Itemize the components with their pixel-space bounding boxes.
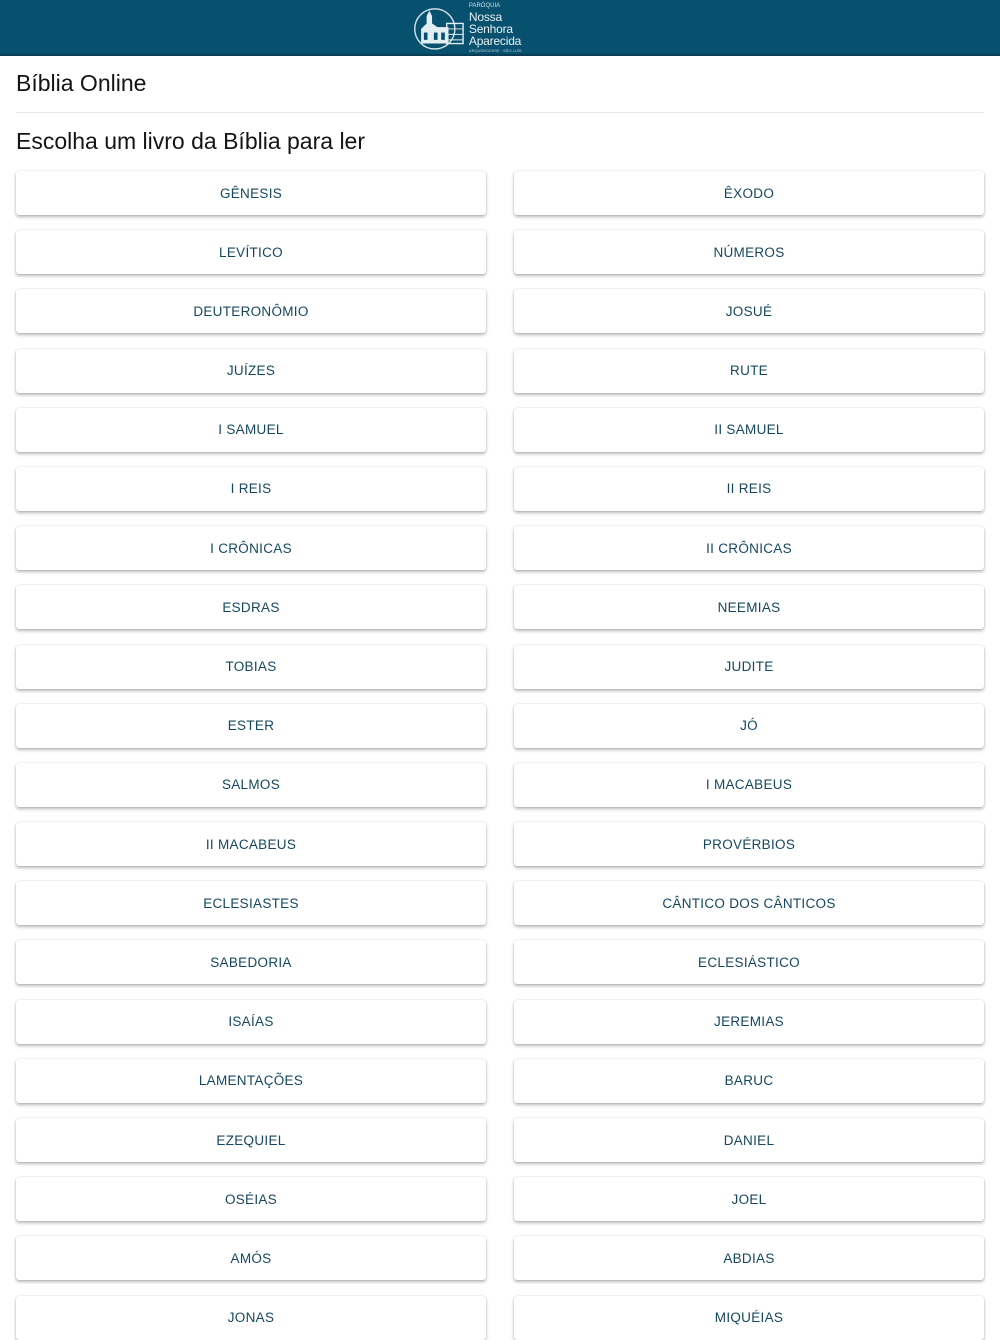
book-button[interactable]: ISAÍAS: [16, 1000, 486, 1044]
book-button[interactable]: CÂNTICO DOS CÂNTICOS: [514, 881, 984, 925]
book-button[interactable]: SALMOS: [16, 763, 486, 807]
book-button[interactable]: SABEDORIA: [16, 940, 486, 984]
book-button[interactable]: DANIEL: [514, 1118, 984, 1162]
book-button[interactable]: LAMENTAÇÕES: [16, 1059, 486, 1103]
book-button[interactable]: I CRÔNICAS: [16, 526, 486, 570]
page-subtitle: Escolha um livro da Bíblia para ler: [16, 128, 365, 154]
book-button[interactable]: EZEQUIEL: [16, 1118, 486, 1162]
church-icon: [412, 3, 465, 53]
book-button[interactable]: GÊNESIS: [16, 171, 486, 215]
book-button[interactable]: NÚMEROS: [514, 230, 984, 274]
top-app-bar: [0, 0, 1000, 56]
book-button[interactable]: I MACABEUS: [514, 763, 984, 807]
logo-line-1: Nossa Senhora: [468, 10, 513, 36]
divider: [16, 112, 984, 113]
book-button[interactable]: JONAS: [16, 1296, 486, 1340]
book-button[interactable]: JEREMIAS: [514, 1000, 984, 1044]
book-button[interactable]: JUDITE: [514, 645, 984, 689]
book-button[interactable]: ABDIAS: [514, 1236, 984, 1280]
book-button[interactable]: JOSUÉ: [514, 289, 984, 333]
book-button[interactable]: JOEL: [514, 1177, 984, 1221]
book-button[interactable]: JÓ: [514, 704, 984, 748]
logo-tiny-text: ARQUIDIOCESE · SÃO LUÍS: [468, 48, 522, 53]
book-button[interactable]: ESTER: [16, 704, 486, 748]
logo-line-2: Aparecida: [468, 34, 522, 48]
book-button[interactable]: MIQUÉIAS: [514, 1296, 984, 1340]
book-button[interactable]: I REIS: [16, 467, 486, 511]
book-button[interactable]: II CRÔNICAS: [514, 526, 984, 570]
book-button[interactable]: JUÍZES: [16, 349, 486, 393]
page-title: Bíblia Online: [16, 70, 147, 96]
book-button[interactable]: RUTE: [514, 349, 984, 393]
book-button[interactable]: I SAMUEL: [16, 408, 486, 452]
book-button[interactable]: BARUC: [514, 1059, 984, 1103]
book-button[interactable]: ECLESIASTES: [16, 881, 486, 925]
book-button[interactable]: ECLESIÁSTICO: [514, 940, 984, 984]
book-button[interactable]: II SAMUEL: [514, 408, 984, 452]
parish-logo[interactable]: [412, 2, 542, 54]
book-button[interactable]: II MACABEUS: [16, 822, 486, 866]
book-button[interactable]: TOBIAS: [16, 645, 486, 689]
book-button[interactable]: LEVÍTICO: [16, 230, 486, 274]
book-button[interactable]: PROVÉRBIOS: [514, 822, 984, 866]
book-button[interactable]: DEUTERONÔMIO: [16, 289, 486, 333]
book-button[interactable]: AMÓS: [16, 1236, 486, 1280]
book-button[interactable]: ESDRAS: [16, 585, 486, 629]
book-button[interactable]: II REIS: [514, 467, 984, 511]
books-grid: [16, 171, 984, 1340]
book-button[interactable]: ÊXODO: [514, 171, 984, 215]
book-button[interactable]: OSÉIAS: [16, 1177, 486, 1221]
logo-small-text: PARÓQUIA: [468, 3, 501, 9]
book-button[interactable]: NEEMIAS: [514, 585, 984, 629]
